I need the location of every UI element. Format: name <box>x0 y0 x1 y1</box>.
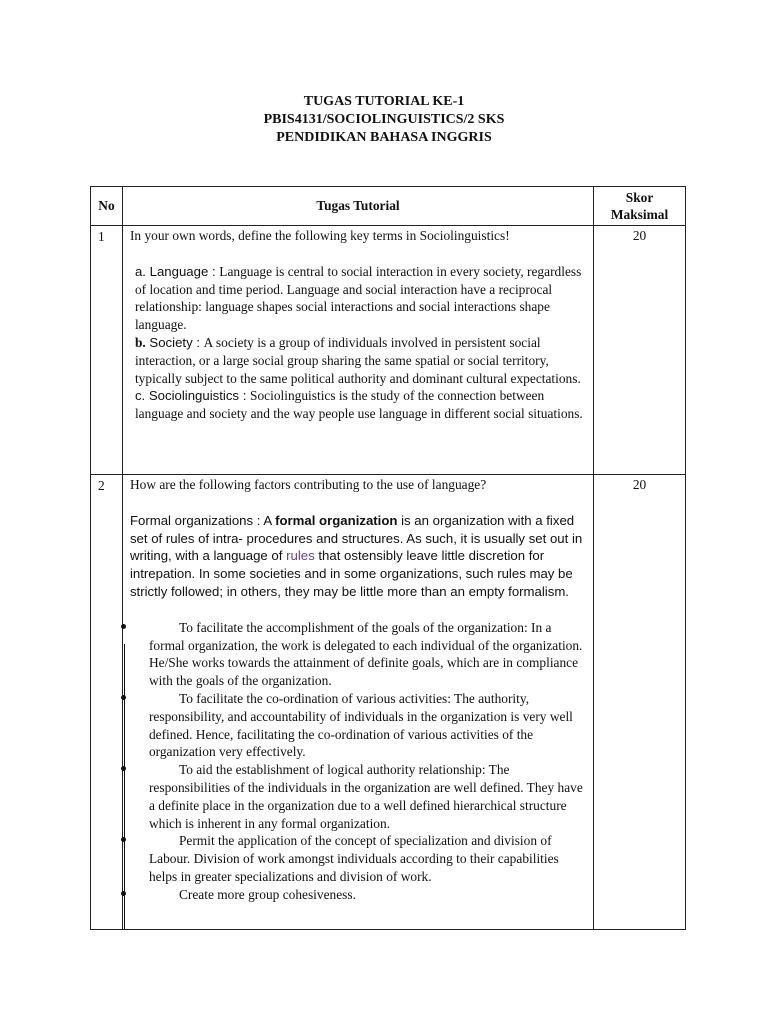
question-score: 20 <box>594 226 686 475</box>
list-item <box>130 690 589 761</box>
list-item <box>130 761 589 832</box>
question-prompt: How are the following factors contributing to the use of language? <box>129 477 487 492</box>
list-item <box>130 886 589 904</box>
bullet-text: To aid the establishment of logical authority relationship: The responsibilities of the individuals in the organization are well defined. They have a definite place in the organization due to a well defined hierarchical structure which is inherent in any formal organization. <box>148 762 583 831</box>
score-header-line2: Maksimal <box>610 207 669 222</box>
table-row <box>91 226 686 475</box>
definition-language <box>130 263 589 334</box>
term-definition: Language is central to social interaction in every society, regardless of location and time period. Language and social interaction have a reciprocal relationship: language shapes social interactions and social interactions shape language. <box>134 263 582 333</box>
column-header-no: No <box>91 187 123 226</box>
rules-link[interactable]: rules <box>286 548 315 564</box>
definition-sociolinguistics <box>130 387 589 423</box>
bullet-rule-line <box>124 644 125 929</box>
header-title: TUGAS TUTORIAL KE-1 <box>303 94 465 109</box>
term-letter: b. <box>134 334 146 350</box>
term-label: c. Sociolinguistics : <box>134 388 251 404</box>
question-content <box>122 475 593 930</box>
formal-organizations-paragraph: Formal organizations : A formal organization is an organization with a fixed set of rules of intra- procedures and structures. As such, it is usually set out in writing, with a language of rules that ostensibly leave little discretion for intrepation. In some societies and in some organizations, such rules may be strictly followed; in others, they may be little more than an empty formalism. <box>129 512 583 599</box>
table-row <box>91 475 686 930</box>
tutorial-table <box>90 186 686 930</box>
list-item <box>130 619 589 690</box>
bullet-text: To facilitate the accomplishment of the goals of the organization: In a formal organization, the work is delegated to each individual of the organization. He/She works towards the attainment of definite goals, which are in compliance with the goals of the organization. <box>148 619 583 689</box>
question-prompt: In your own words, define the following key terms in Sociolinguistics! <box>129 228 510 243</box>
definition-society <box>130 334 589 387</box>
question-number: 1 <box>91 226 123 475</box>
bold-term: formal organization <box>275 512 398 528</box>
header-program: PENDIDIKAN BAHASA INGGRIS <box>276 130 492 145</box>
header-course-code: PBIS4131/SOCIOLINGUISTICS/2 SKS <box>263 112 505 127</box>
term-definition: A society is a group of individuals involved in persistent social interaction, or a large social group sharing the same spatial or social territory, typically subject to the same political authority and dominant cultural expectations. <box>134 334 581 386</box>
score-header-line1: Skor <box>625 190 654 205</box>
question-content <box>122 226 593 475</box>
term-label: a. Language : <box>134 263 220 279</box>
term-definition: Sociolinguistics is the study of the connection between language and society and the way people use language in different social situations. <box>134 388 583 422</box>
term-label: Society : <box>145 334 204 350</box>
bullet-text: Create more group cohesiveness. <box>178 886 356 902</box>
question-number: 2 <box>91 475 123 930</box>
bullet-text: To facilitate the co-ordination of various activities: The authority, responsibility, and accountability of individuals in the organization is very well defined. Hence, facilitating the co-ordination of various activities of the organization very effectively. <box>148 690 573 760</box>
document-header <box>0 93 768 147</box>
question-score: 20 <box>594 475 686 930</box>
column-header-score <box>594 187 686 226</box>
bullet-icon <box>121 624 126 629</box>
table-header-row <box>91 187 686 226</box>
bullet-text: Permit the application of the concept of specialization and division of Labour. Division of work amongst individuals according to their capabilities helps in greater specializations and division of work. <box>148 833 559 884</box>
list-item <box>130 832 589 885</box>
column-header-task: Tugas Tutorial <box>122 187 593 226</box>
